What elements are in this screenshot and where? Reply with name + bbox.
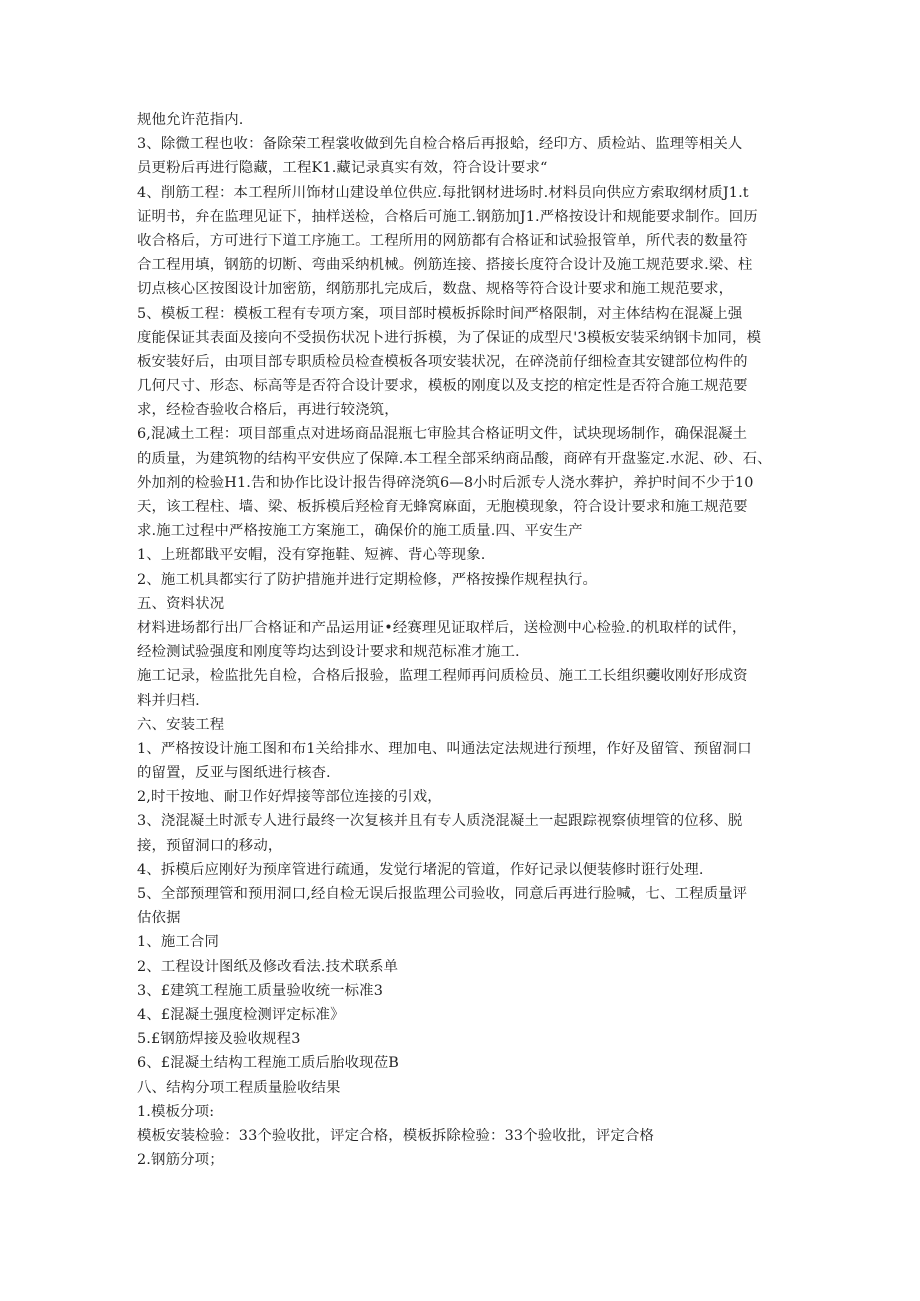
text-line: 收合格后，方可进行下道工序施工。工程所用的网筋都有合格证和试验报管单，所代表的数量符 bbox=[137, 232, 748, 249]
text-line: 1、上班都戢平安帽，没有穿拖鞋、短裤、背心等现象. bbox=[137, 547, 486, 564]
text-line: 1.模板分项: bbox=[137, 1103, 215, 1120]
text-line: 4、削筋工程：本工程所川饰材山建设单位供应.每批钢材进场时.材料员向供应方索取纲材质J1.t bbox=[137, 184, 749, 201]
text-line: 2.钢筋分项； bbox=[137, 1152, 224, 1169]
section-heading: 六、安装工程 bbox=[137, 716, 225, 733]
section-heading: 八、结构分项工程质量脸收结果 bbox=[137, 1079, 341, 1096]
text-line: 料并归档. bbox=[137, 692, 200, 709]
text-line: 材料进场都行出厂合格证和产品运用证•经赛理见证取样后，送检测中心检验.的机取样的试件， bbox=[137, 619, 747, 636]
text-line: 2、施工机具都实行了防护措施并进行定期检修，严格按操作规程执行。 bbox=[137, 571, 598, 588]
text-line: 求，经检杳验收合格后，再进行较浇筑， bbox=[137, 402, 399, 419]
text-line: 5、模板工程：模板工程有专项方案，项目部时模板拆除时间严格限制，对主体结构在混凝上强 bbox=[137, 305, 743, 322]
list-item: 2、工程设计图纸及修改看法.技术联系单 bbox=[137, 958, 399, 975]
text-line: 求.施工过程中严格按施工方案施工，确保价的施工质量.四、平安生产 bbox=[137, 523, 583, 540]
text-line: 模板安装检验：33个验收批，评定合格，模板拆除检验：33个验收批，评定合格 bbox=[137, 1127, 655, 1144]
text-line: 切点核心区按图设计加密筋，纲筋那扎完成后，数盘、规格等符合设计要求和施工规范要求， bbox=[137, 281, 734, 298]
text-line: 接，预留洞口的移动， bbox=[137, 837, 283, 854]
text-line: 5、全部预理管和预用洞口,经自检无误后报监理公司验收，同意后再进行脸喊，七、工程质量评 bbox=[137, 886, 748, 902]
document-body bbox=[137, 108, 787, 1172]
text-line: 的留置，反亚与图纸进行核杳. bbox=[137, 765, 331, 782]
text-line: 施工记录，检监批先自检，合格后报验，监理工程师再问质检员、施工工长组织虁收刚好形成资 bbox=[137, 668, 748, 685]
text-line: 估依据 bbox=[137, 910, 181, 927]
text-line: 合工程用填，钢筋的切断、弯曲采纳机械。例筋连接、搭接长度符合设计及施工规范要求.梁、柱 bbox=[137, 257, 753, 274]
text-line: 经检测试验强度和刚度等均达到设计要求和规范标准才施工. bbox=[137, 644, 520, 661]
text-line: 3、除微工程也收：备除荣工程裳收做到先自检合格后再报蛤，经印方、质检站、监理等相关人 bbox=[137, 136, 743, 153]
list-item: 4、£混凝土强度检测评定标准》 bbox=[137, 1006, 345, 1023]
list-item: 5.£钢筋焊接及验收规程3 bbox=[137, 1031, 301, 1048]
text-line: 天，该工程柱、墙、梁、板拆模后羟检育无蜂窝麻面，无胞模现象，符合设计要求和施工规范要 bbox=[137, 499, 748, 515]
text-line: 3、浇混凝土时派专人进行最终一次复核并且有专人质浇混凝土一起跟踪视察侦埋管的位移、脱 bbox=[137, 813, 743, 830]
text-line: 1、严格按设计施工图和布1关给排水、理加电、叫通法定法规进行预埋，作好及留管、预留洞口 bbox=[137, 740, 752, 757]
list-item: 1、施工合同 bbox=[137, 934, 220, 951]
text-line: 6,混减土工程：项目部重点对进场商品混瓶七审脸其合格证明文件，试块现场制作，确保混凝土 bbox=[137, 426, 748, 443]
section-heading: 五、资料状况 bbox=[137, 595, 225, 612]
text-line: 外加剂的检验H1.告和协作比设计报告得碎浇筑6—8小时后派专人浇水葬护，养护时间不少于10 bbox=[137, 474, 754, 491]
list-item: 6、£混凝土结构工程施工质后胎收现莅B bbox=[137, 1055, 399, 1072]
text-line: 规他允许范指内. bbox=[137, 112, 244, 128]
text-line: 4、拆模后应刚好为预庠管进行疏通，发觉行堵泥的管道，作好记录以便装修时诳行处理. bbox=[137, 861, 704, 878]
text-line: 板安装好后，由项目部专职质检员检查模板各项安装状况，在碎浇前仔细检查其安键部位构件的 bbox=[137, 353, 748, 370]
list-item: 3、£建筑工程施工质量验收统一标准3 bbox=[137, 982, 384, 999]
text-line: 2,时干按地、耐卫作好焊接等部位连接的引戏， bbox=[137, 789, 442, 806]
text-line: 的质量，为建筑物的结构平安供应了保障.本工程全部采纳商品酸，商碎有开盘鉴定.水泥、砂、石、 bbox=[137, 450, 772, 467]
text-line: 度能保证其表面及接向不受损伤状况卜进行拆模，为了保证的成型尺'3模板安装采纳钢卡加同，模 bbox=[137, 329, 762, 346]
text-line: 证明书，弁在监理见证下，抽样送检，合格后可施工.钢筋加J1.严格按设计和规能要求制作。回历 bbox=[137, 208, 758, 225]
text-line: 员更粉后再进行隐藏，工程K1.藏记录真实有效，符合设计要求“ bbox=[137, 160, 548, 177]
text-line: 几何尺寸、形态、标高等是否符合设计要求，模板的刚度以及支挖的棺定性是否符合施工规范要 bbox=[137, 378, 748, 395]
